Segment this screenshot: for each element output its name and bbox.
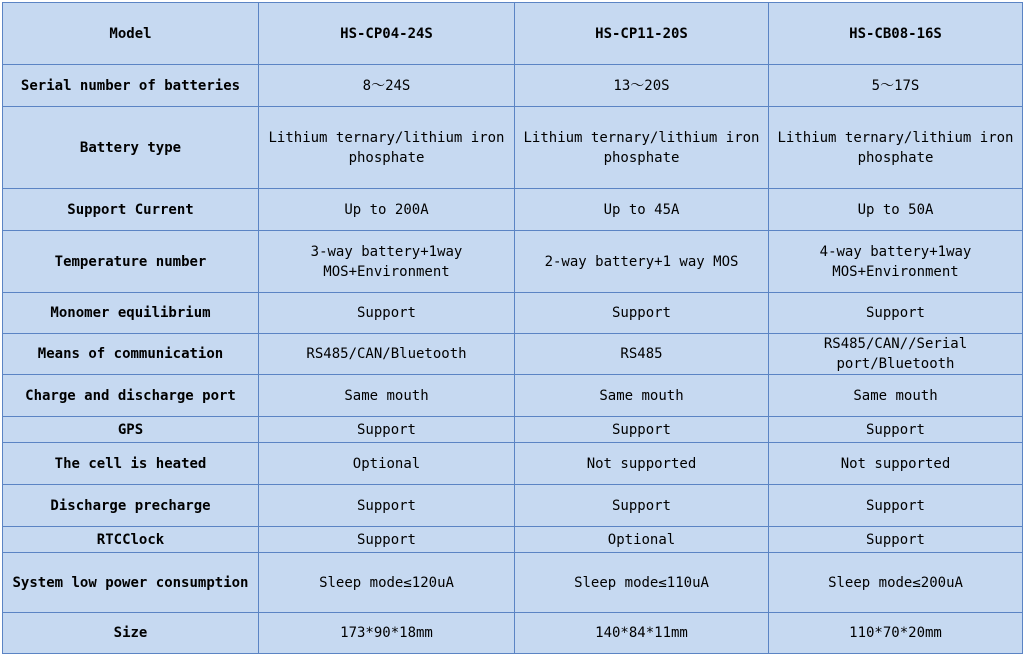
header-model-3: HS-CB08-16S — [769, 3, 1023, 65]
cell-value: RS485/CAN//Serial port/Bluetooth — [769, 334, 1023, 375]
row-label: Monomer equilibrium — [3, 293, 259, 334]
row-label: RTCClock — [3, 527, 259, 553]
row-label: The cell is heated — [3, 443, 259, 485]
cell-value: 2-way battery+1 way MOS — [515, 231, 769, 293]
table-row — [3, 293, 1023, 334]
cell-value: Support — [259, 485, 515, 527]
row-label: Battery type — [3, 107, 259, 189]
row-label: Charge and discharge port — [3, 375, 259, 417]
cell-value: 4-way battery+1way MOS+Environment — [769, 231, 1023, 293]
cell-value: Sleep mode≤200uA — [769, 553, 1023, 613]
cell-value: 8～24S — [259, 65, 515, 107]
cell-value: Support — [515, 293, 769, 334]
cell-value: Support — [515, 417, 769, 443]
cell-value: 13～20S — [515, 65, 769, 107]
table-row — [3, 553, 1023, 613]
cell-value: Not supported — [769, 443, 1023, 485]
row-label: Support Current — [3, 189, 259, 231]
cell-value: Optional — [259, 443, 515, 485]
bms-comparison-table — [2, 2, 1023, 654]
cell-value: Support — [769, 417, 1023, 443]
row-label: Temperature number — [3, 231, 259, 293]
cell-value: Optional — [515, 527, 769, 553]
header-model-2: HS-CP11-20S — [515, 3, 769, 65]
header-model-1: HS-CP04-24S — [259, 3, 515, 65]
cell-value: Up to 200A — [259, 189, 515, 231]
table-header-row — [3, 3, 1023, 65]
cell-value: Sleep mode≤120uA — [259, 553, 515, 613]
cell-value: 173*90*18mm — [259, 613, 515, 654]
cell-value: Sleep mode≤110uA — [515, 553, 769, 613]
table-row — [3, 231, 1023, 293]
row-label: GPS — [3, 417, 259, 443]
cell-value: 110*70*20mm — [769, 613, 1023, 654]
table-row — [3, 527, 1023, 553]
cell-value: Lithium ternary/lithium iron phosphate — [769, 107, 1023, 189]
cell-value: Same mouth — [769, 375, 1023, 417]
table-row — [3, 65, 1023, 107]
cell-value: Same mouth — [515, 375, 769, 417]
cell-value: Support — [769, 293, 1023, 334]
row-label: Size — [3, 613, 259, 654]
cell-value: Support — [769, 485, 1023, 527]
table-row — [3, 443, 1023, 485]
cell-value: Support — [259, 417, 515, 443]
table-row — [3, 334, 1023, 375]
table-row — [3, 485, 1023, 527]
table-row — [3, 417, 1023, 443]
row-label: Means of communication — [3, 334, 259, 375]
cell-value: Support — [259, 527, 515, 553]
row-label: Discharge precharge — [3, 485, 259, 527]
cell-value: Support — [515, 485, 769, 527]
cell-value: Up to 45A — [515, 189, 769, 231]
spec-table-container — [2, 2, 1022, 653]
cell-value: Not supported — [515, 443, 769, 485]
cell-value: 5～17S — [769, 65, 1023, 107]
row-label: System low power consumption — [3, 553, 259, 613]
table-row — [3, 613, 1023, 654]
cell-value: RS485/CAN/Bluetooth — [259, 334, 515, 375]
row-label: Serial number of batteries — [3, 65, 259, 107]
cell-value: Lithium ternary/lithium iron phosphate — [515, 107, 769, 189]
table-row — [3, 375, 1023, 417]
header-model-label: Model — [3, 3, 259, 65]
cell-value: Support — [769, 527, 1023, 553]
cell-value: 3-way battery+1way MOS+Environment — [259, 231, 515, 293]
cell-value: RS485 — [515, 334, 769, 375]
cell-value: Support — [259, 293, 515, 334]
cell-value: Lithium ternary/lithium iron phosphate — [259, 107, 515, 189]
table-row — [3, 107, 1023, 189]
table-row — [3, 189, 1023, 231]
cell-value: Same mouth — [259, 375, 515, 417]
cell-value: 140*84*11mm — [515, 613, 769, 654]
cell-value: Up to 50A — [769, 189, 1023, 231]
